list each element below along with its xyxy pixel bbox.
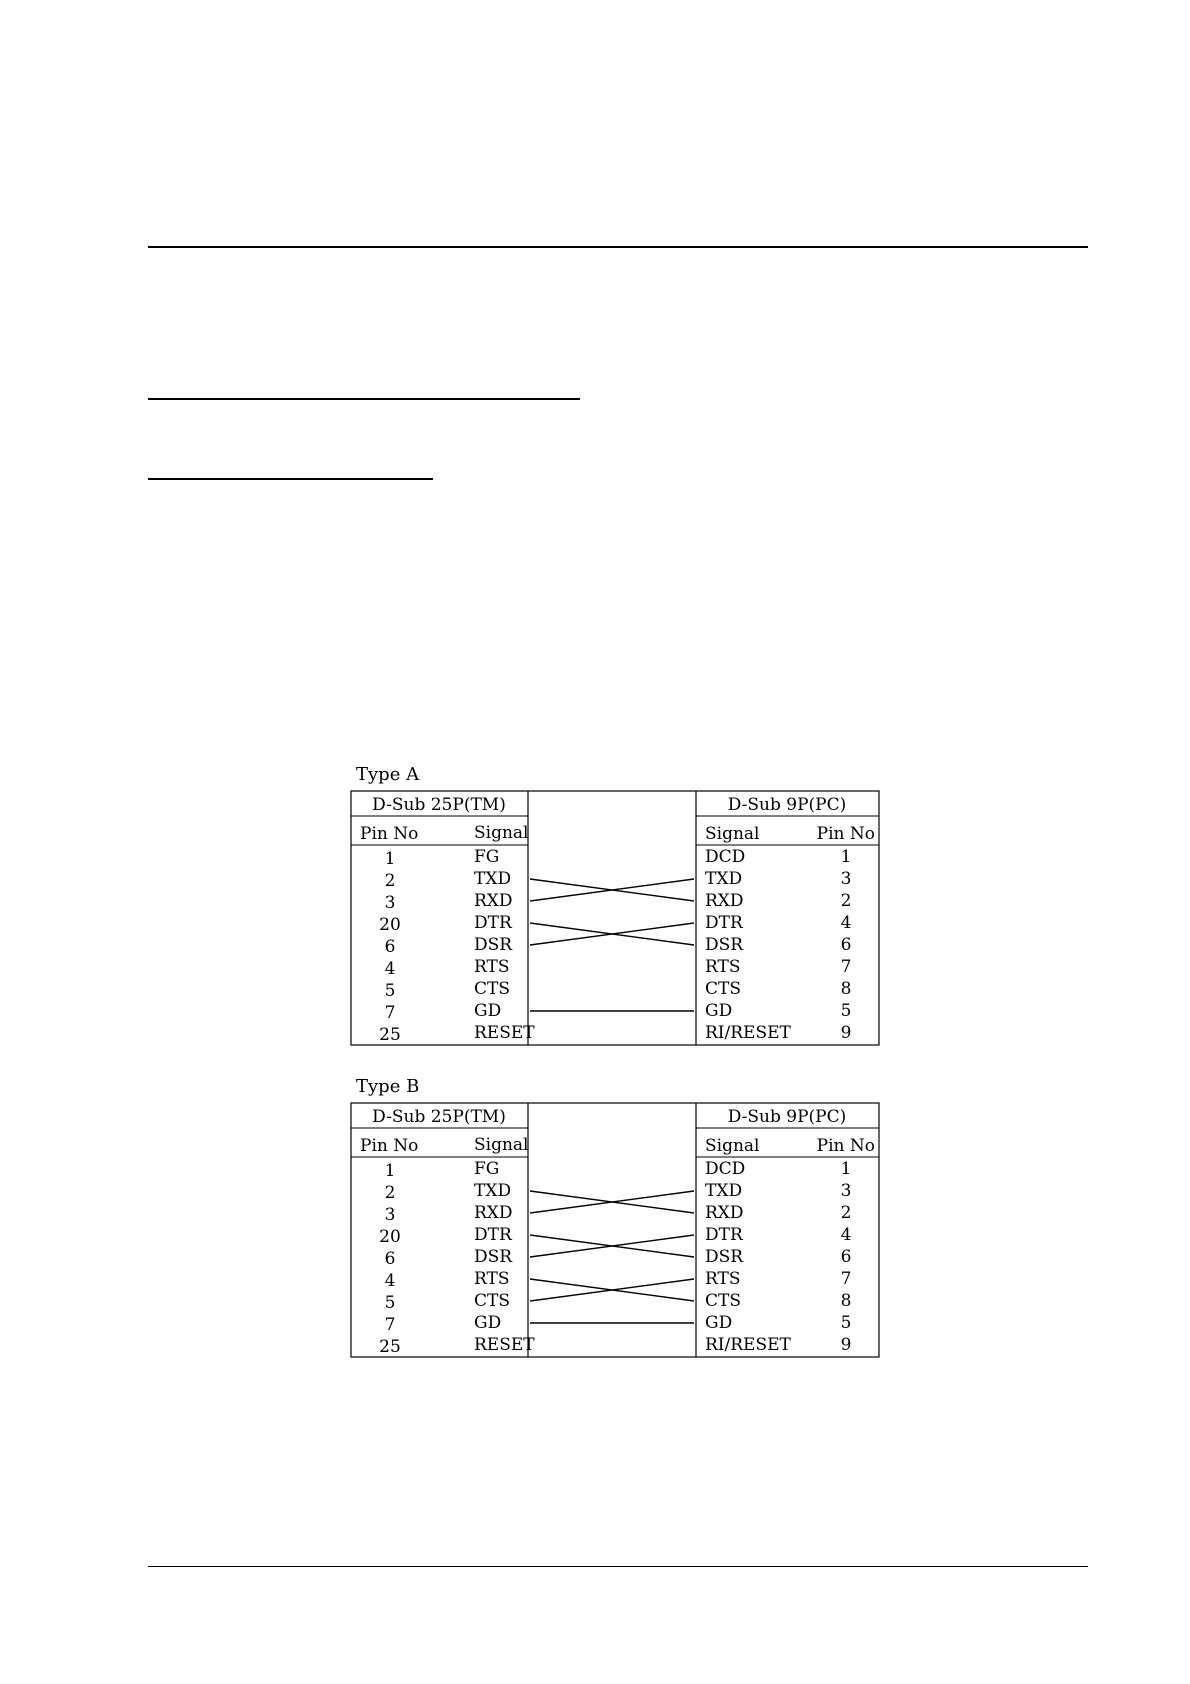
left-signal-name: DTR (474, 1225, 512, 1245)
right-signal-name: RXD (705, 891, 744, 911)
left-pin-number: 7 (384, 1003, 396, 1023)
right-signal-name: CTS (705, 1291, 741, 1311)
type-b-wiring-diagram (350, 1102, 880, 1360)
right-pin-number: 7 (840, 1269, 852, 1289)
type-b-caption: Type B (356, 1076, 420, 1097)
left-pin-number: 20 (379, 1227, 401, 1247)
left-pin-number: 5 (384, 1293, 396, 1313)
right-pin-number: 5 (840, 1001, 852, 1021)
right-pin-number: 6 (840, 935, 852, 955)
left-pin-number: 7 (384, 1315, 396, 1335)
right-pin-number: 4 (840, 913, 852, 933)
type-a-wiring-diagram (350, 790, 880, 1048)
header-left: D-Sub 25P(TM) (372, 1107, 506, 1127)
right-signal-name: RTS (705, 957, 741, 977)
right-signal-name: RTS (705, 1269, 741, 1289)
right-signal-name: TXD (705, 1181, 743, 1201)
left-pin-number: 2 (384, 871, 396, 891)
right-pin-number: 9 (840, 1023, 852, 1043)
subsection-heading-underline (148, 478, 433, 480)
left-signal-name: RXD (474, 1203, 513, 1223)
left-signal-name: RXD (474, 891, 513, 911)
right-pin-number: 9 (840, 1335, 852, 1355)
right-signal-name: RXD (705, 1203, 744, 1223)
header-right: D-Sub 9P(PC) (727, 1107, 847, 1127)
right-signal-name: DTR (705, 1225, 743, 1245)
left-signal-name: RESET (474, 1335, 535, 1355)
left-pin-number: 4 (384, 1271, 396, 1291)
left-pin-number: 4 (384, 959, 396, 979)
right-pin-number: 1 (840, 847, 852, 867)
left-signal-name: RTS (474, 957, 510, 977)
table-frame (351, 791, 879, 1045)
col-pin-left: Pin No (360, 1136, 419, 1156)
right-pin-number: 8 (840, 979, 852, 999)
left-signal-name: DSR (474, 935, 513, 955)
left-signal-name: RESET (474, 1023, 535, 1043)
type-a-caption: Type A (356, 764, 420, 785)
left-signal-name: DTR (474, 913, 512, 933)
left-pin-number: 3 (384, 1205, 396, 1225)
right-pin-number: 2 (840, 891, 852, 911)
col-signal-left: Signal (474, 823, 529, 843)
section-heading-underline (148, 398, 580, 400)
right-pin-number: 3 (840, 1181, 852, 1201)
left-pin-number: 1 (384, 849, 396, 869)
header-left: D-Sub 25P(TM) (372, 795, 506, 815)
left-pin-number: 1 (384, 1161, 396, 1181)
left-pin-number: 6 (384, 1249, 396, 1269)
col-signal-right: Signal (705, 1136, 760, 1156)
left-signal-name: RTS (474, 1269, 510, 1289)
left-signal-name: CTS (474, 1291, 510, 1311)
table-frame (351, 1103, 879, 1357)
right-pin-number: 6 (840, 1247, 852, 1267)
right-signal-name: TXD (705, 869, 743, 889)
right-pin-number: 7 (840, 957, 852, 977)
right-pin-number: 5 (840, 1313, 852, 1333)
right-pin-number: 2 (840, 1203, 852, 1223)
header-rule (148, 246, 1088, 248)
right-pin-number: 8 (840, 1291, 852, 1311)
left-pin-number: 6 (384, 937, 396, 957)
left-signal-name: GD (474, 1313, 502, 1333)
left-pin-number: 20 (379, 915, 401, 935)
col-signal-right: Signal (705, 824, 760, 844)
left-pin-number: 2 (384, 1183, 396, 1203)
left-signal-name: FG (474, 1159, 500, 1179)
right-signal-name: DTR (705, 913, 743, 933)
right-pin-number: 3 (840, 869, 852, 889)
left-pin-number: 5 (384, 981, 396, 1001)
right-signal-name: RI/RESET (705, 1023, 791, 1043)
right-signal-name: GD (705, 1001, 733, 1021)
footer-rule (148, 1566, 1088, 1567)
col-pin-right: Pin No (816, 824, 875, 844)
right-signal-name: GD (705, 1313, 733, 1333)
right-signal-name: DSR (705, 935, 744, 955)
left-signal-name: TXD (474, 869, 512, 889)
left-signal-name: GD (474, 1001, 502, 1021)
left-signal-name: FG (474, 847, 500, 867)
right-signal-name: CTS (705, 979, 741, 999)
left-pin-number: 25 (379, 1337, 401, 1357)
left-signal-name: TXD (474, 1181, 512, 1201)
header-right: D-Sub 9P(PC) (727, 795, 847, 815)
left-signal-name: CTS (474, 979, 510, 999)
right-pin-number: 4 (840, 1225, 852, 1245)
right-signal-name: DCD (705, 847, 746, 867)
right-signal-name: DSR (705, 1247, 744, 1267)
col-signal-left: Signal (474, 1135, 529, 1155)
right-signal-name: RI/RESET (705, 1335, 791, 1355)
left-signal-name: DSR (474, 1247, 513, 1267)
left-pin-number: 3 (384, 893, 396, 913)
col-pin-left: Pin No (360, 824, 419, 844)
col-pin-right: Pin No (816, 1136, 875, 1156)
right-signal-name: DCD (705, 1159, 746, 1179)
left-pin-number: 25 (379, 1025, 401, 1045)
right-pin-number: 1 (840, 1159, 852, 1179)
